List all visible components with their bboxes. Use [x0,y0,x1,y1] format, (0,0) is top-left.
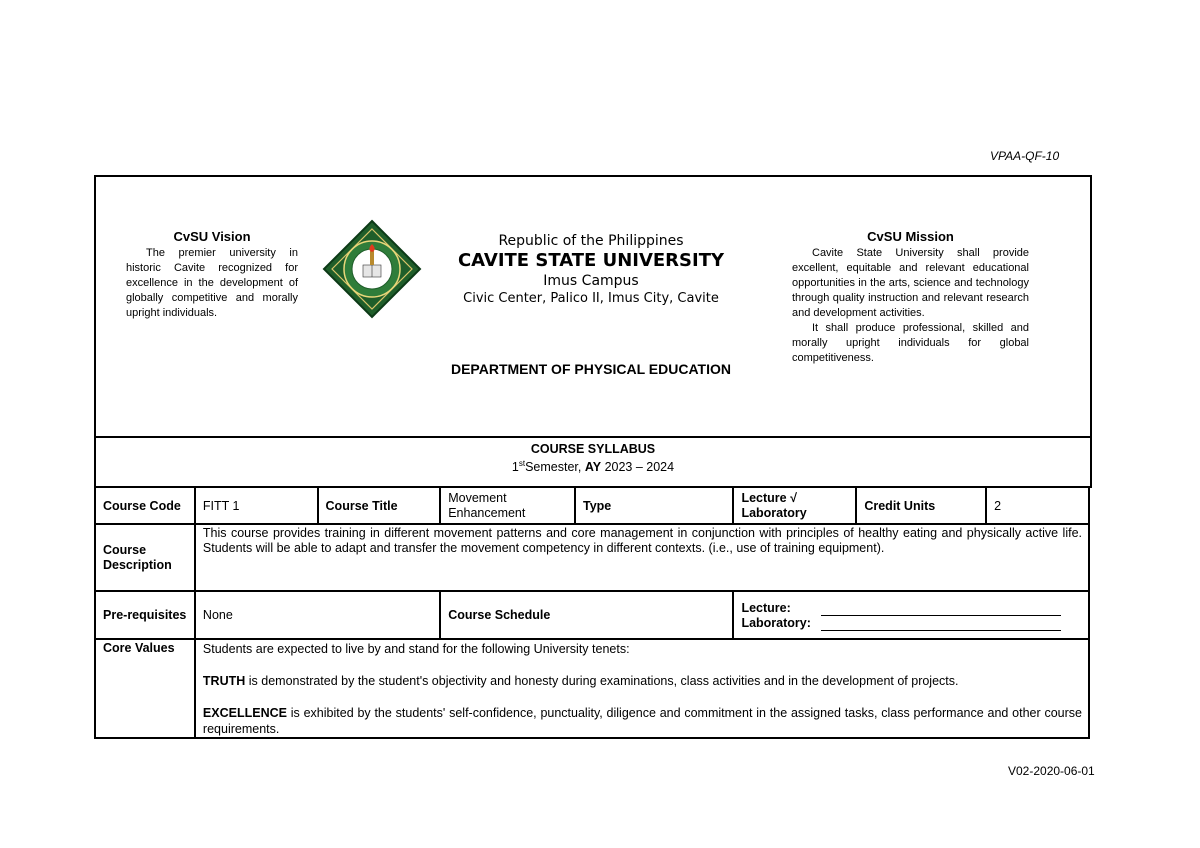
lecture-blank [821,603,1061,616]
type-value [733,487,856,524]
prerequisites-label: Pre-requisites [95,591,195,639]
vision-block [126,229,298,321]
truth-label: TRUTH [202,674,246,688]
laboratory-blank [821,618,1061,631]
republic-label: Republic of the Philippines [498,233,684,249]
check-icon: √ [790,491,797,505]
course-table [94,486,1090,739]
table-row [95,487,1089,524]
laboratory-label: Laboratory: [741,615,811,630]
core-values-intro: Students are expected to live by and stand for the following University tenets: [202,642,630,656]
truth-statement [203,673,1082,689]
version-code: V02-2020-06-01 [1008,764,1095,778]
course-code-label: Course Code [95,487,195,524]
mission-block [792,229,1029,366]
excellence-statement [203,705,1082,737]
vision-text: The premier university in historic Cavite recognized for excellence in the development of globally competitive and morally upright individuals. [126,247,298,319]
mission-text-1: Cavite State University shall provide excellent, equitable and relevant educational opportunities in the arts, science and technology through quality instruction and relevant research and development activities. [792,247,1029,319]
syllabus-title: COURSE SYLLABUS [530,442,656,456]
excellence-text: is exhibited by the students' self-confidence, punctuality, diligence and commitment in the assigned tasks, class performance and other course requirements. [202,706,1082,736]
course-title-label: Course Title [318,487,441,524]
mission-text-2: It shall produce professional, skilled and morally upright individuals for global competitiveness. [792,322,1029,364]
core-values-label: Core Values [95,639,195,738]
form-code: VPAA-QF-10 [990,149,1060,163]
credit-units-label: Credit Units [856,487,986,524]
excellence-label: EXCELLENCE [202,706,287,720]
semester-line: 1stSemester, AY 2023 – 2024 [511,459,675,475]
core-values-content [195,639,1089,738]
course-code-value: FITT 1 [195,487,318,524]
lecture-label: Lecture: [741,600,791,615]
truth-text: is demonstrated by the student's objectivity and honesty during examinations, class activities and in the development of projects. [245,674,959,688]
ay-label: AY [584,460,602,475]
table-row [95,524,1089,591]
course-title-value: Movement Enhancement [440,487,575,524]
department-name: DEPARTMENT OF PHYSICAL EDUCATION [450,361,731,377]
table-row [95,591,1089,639]
course-description-label: Course Description [95,524,195,591]
type-laboratory: Laboratory [741,506,807,520]
header-box [94,175,1092,438]
type-lecture: Lecture [741,491,787,505]
campus-address: Civic Center, Palico II, Imus City, Cavite [463,291,719,306]
mission-title: CvSU Mission [867,229,954,244]
syllabus-heading [94,436,1092,488]
ay-value: 2023 – 2024 [604,460,675,475]
semester-suffix: st [518,459,526,468]
university-name: CAVITE STATE UNIVERSITY [457,250,725,271]
semester-number: 1 [511,460,519,475]
semester-word: Semester [525,460,578,475]
university-seal-icon [322,219,422,319]
vision-title: CvSU Vision [173,229,251,244]
campus-name: Imus Campus [543,273,639,289]
type-label: Type [575,487,733,524]
course-description: This course provides training in different movement patterns and core management in conjunction with principles of healthy eating and physically active life. Students will be able to adapt and transfer the movement competency in different contexts. (i.e., use of training equipment). [195,524,1089,591]
prerequisites-value: None [195,591,440,639]
course-schedule-value [733,591,1089,639]
course-schedule-label: Course Schedule [440,591,733,639]
credit-units-value: 2 [986,487,1089,524]
university-header [416,232,766,308]
table-row [95,639,1089,738]
